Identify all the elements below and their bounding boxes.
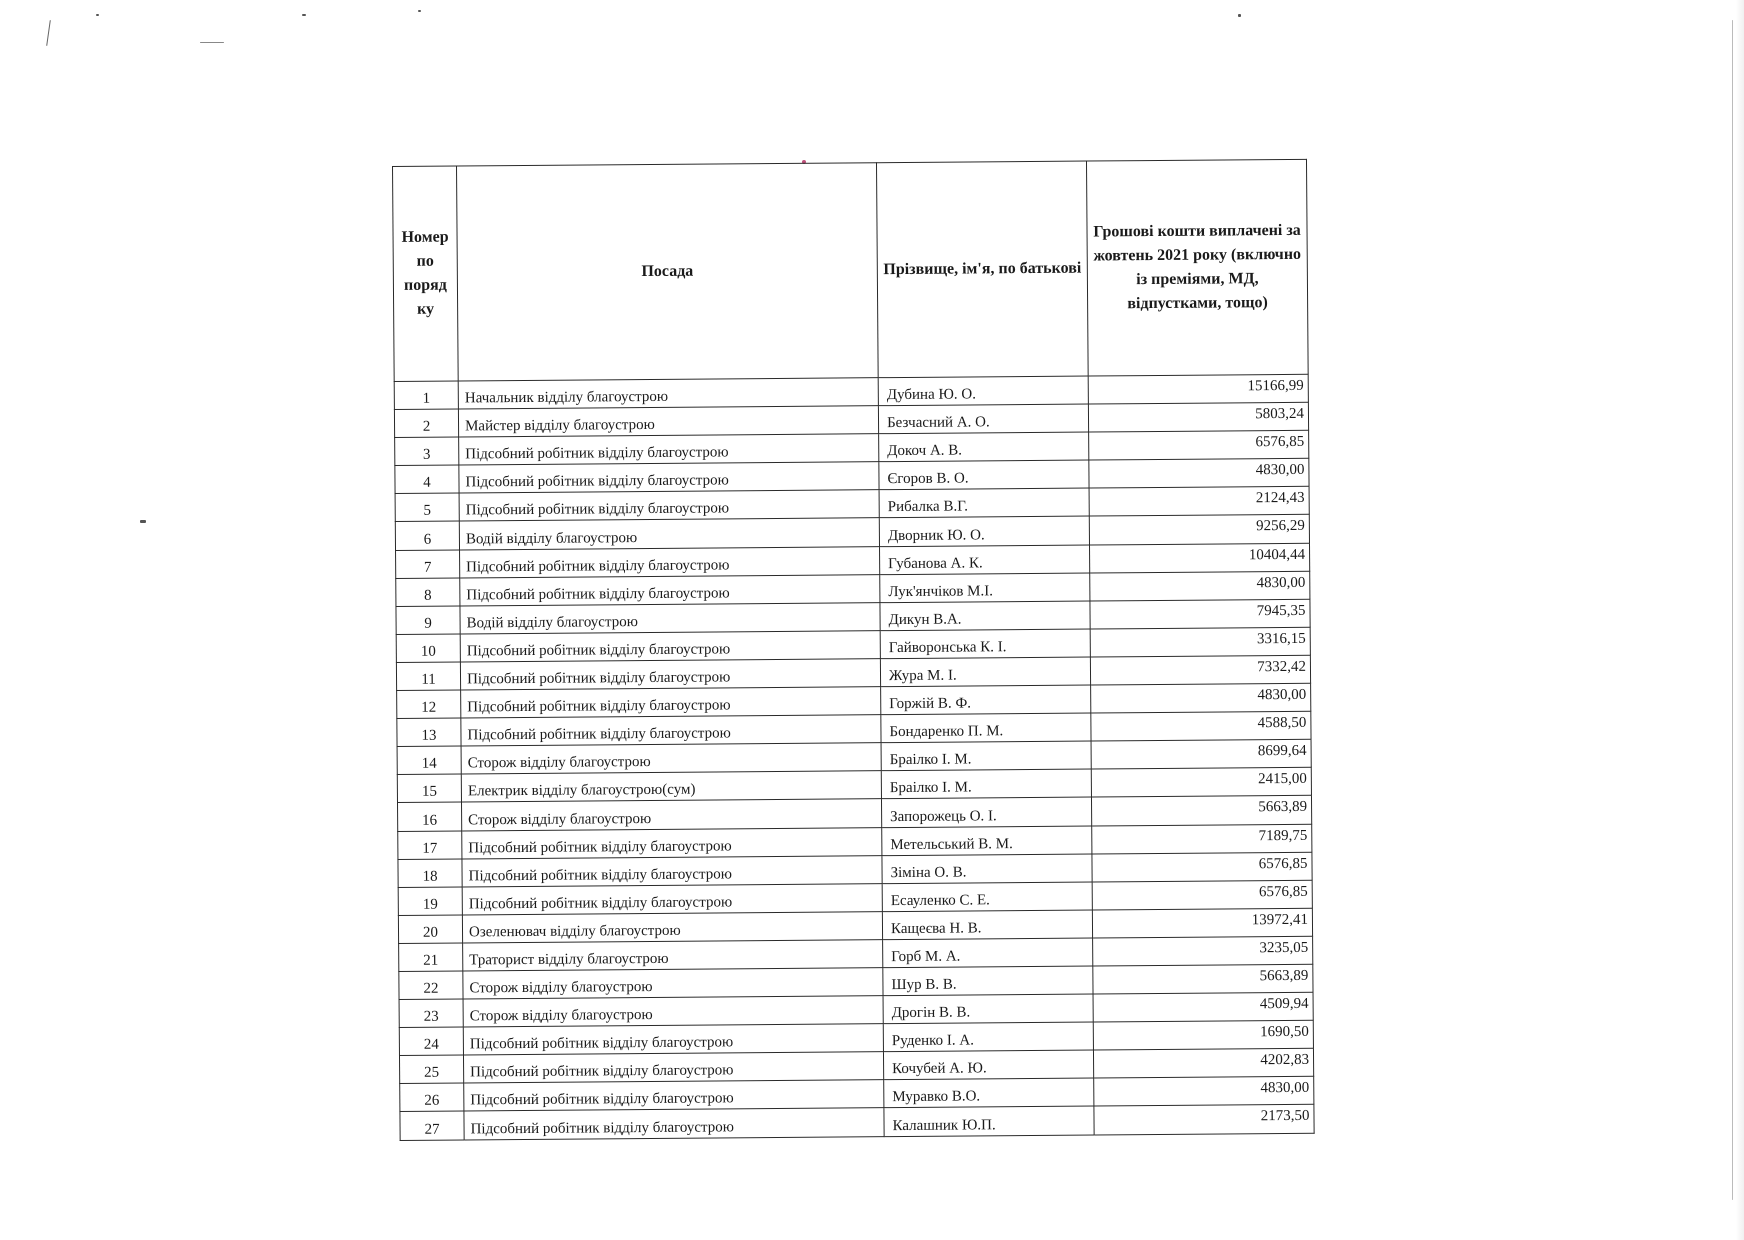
cell-name: Дворник Ю. О. bbox=[879, 517, 1089, 547]
cell-amount: 7332,42 bbox=[1090, 655, 1310, 685]
scan-speck bbox=[200, 42, 224, 43]
cell-position: Підсобний робітник відділу благоустрою bbox=[464, 1108, 884, 1139]
cell-amount: 4830,00 bbox=[1089, 459, 1309, 489]
cell-position: Підсобний робітник відділу благоустрою bbox=[460, 546, 880, 577]
scan-speck bbox=[1732, 20, 1733, 1200]
cell-name: Калашник Ю.П. bbox=[884, 1106, 1094, 1136]
cell-amount: 4830,00 bbox=[1090, 571, 1310, 601]
cell-number: 5 bbox=[395, 493, 459, 522]
cell-position: Підсобний робітник відділу благоустрою bbox=[461, 715, 881, 746]
cell-number: 20 bbox=[398, 915, 462, 944]
cell-amount: 4830,00 bbox=[1094, 1077, 1314, 1107]
cell-number: 2 bbox=[394, 409, 458, 438]
cell-amount: 6576,85 bbox=[1092, 880, 1312, 910]
cell-position: Підсобний робітник відділу благоустрою bbox=[459, 434, 879, 465]
cell-position: Підсобний робітник відділу благоустрою bbox=[459, 490, 879, 521]
cell-number: 16 bbox=[398, 802, 462, 831]
scan-speck bbox=[1238, 14, 1241, 17]
scan-speck bbox=[140, 520, 146, 523]
scan-edge bbox=[1736, 0, 1744, 1240]
table-header bbox=[393, 159, 1309, 381]
header-row bbox=[393, 159, 1309, 381]
cell-name: Кочубей А. Ю. bbox=[883, 1050, 1093, 1080]
cell-name: Дикун В.А. bbox=[880, 601, 1090, 631]
cell-position: Начальник відділу благоустрою bbox=[458, 378, 878, 409]
column-header-name: Прізвище, ім'я, по батькові bbox=[876, 161, 1088, 378]
cell-position: Сторож відділу благоустрою bbox=[462, 799, 882, 830]
cell-amount: 4509,94 bbox=[1093, 992, 1313, 1022]
cell-name: Руденко І. А. bbox=[883, 1022, 1093, 1052]
cell-number: 1 bbox=[394, 381, 458, 410]
cell-position: Підсобний робітник відділу благоустрою bbox=[462, 883, 882, 914]
cell-amount: 4830,00 bbox=[1091, 683, 1311, 713]
cell-number: 21 bbox=[399, 943, 463, 972]
cell-name: Шур В. В. bbox=[883, 966, 1093, 996]
cell-position: Підсобний робітник відділу благоустрою bbox=[461, 687, 881, 718]
cell-position: Сторож відділу благоустрою bbox=[463, 968, 883, 999]
cell-position: Озеленювач відділу благоустрою bbox=[462, 911, 882, 942]
cell-position: Підсобний робітник відділу благоустрою bbox=[463, 1052, 883, 1083]
cell-name: Губанова А. К. bbox=[880, 545, 1090, 575]
cell-name: Браілко І. М. bbox=[881, 769, 1091, 799]
cell-amount: 3235,05 bbox=[1093, 936, 1313, 966]
cell-position: Підсобний робітник відділу благоустрою bbox=[460, 574, 880, 605]
cell-number: 27 bbox=[400, 1111, 464, 1140]
cell-amount: 9256,29 bbox=[1089, 515, 1309, 545]
cell-position: Майстер відділу благоустрою bbox=[458, 406, 878, 437]
cell-number: 12 bbox=[397, 690, 461, 719]
cell-name: Муравко В.О. bbox=[884, 1078, 1094, 1108]
cell-amount: 10404,44 bbox=[1089, 543, 1309, 573]
cell-position: Сторож відділу благоустрою bbox=[461, 743, 881, 774]
cell-amount: 2415,00 bbox=[1091, 768, 1311, 798]
cell-name: Горб М. А. bbox=[883, 938, 1093, 968]
cell-name: Зіміна О. В. bbox=[882, 854, 1092, 884]
cell-amount: 2173,50 bbox=[1094, 1105, 1314, 1135]
cell-name: Кащеєва Н. В. bbox=[882, 910, 1092, 940]
table-body bbox=[394, 374, 1314, 1140]
salary-table bbox=[392, 159, 1315, 1141]
cell-number: 14 bbox=[397, 746, 461, 775]
cell-name: Метельський В. М. bbox=[882, 826, 1092, 856]
cell-number: 25 bbox=[399, 1055, 463, 1084]
cell-number: 15 bbox=[397, 774, 461, 803]
cell-name: Дубина Ю. О. bbox=[878, 376, 1088, 406]
cell-amount: 1690,50 bbox=[1093, 1020, 1313, 1050]
cell-name: Горжій В. Ф. bbox=[881, 685, 1091, 715]
cell-name: Безчасний А. О. bbox=[878, 404, 1088, 434]
scan-speck bbox=[302, 14, 306, 16]
cell-name: Єгоров В. О. bbox=[879, 460, 1089, 490]
cell-position: Підсобний робітник відділу благоустрою bbox=[459, 462, 879, 493]
cell-amount: 15166,99 bbox=[1088, 374, 1308, 404]
cell-number: 23 bbox=[399, 999, 463, 1028]
cell-amount: 7945,35 bbox=[1090, 599, 1310, 629]
cell-amount: 4588,50 bbox=[1091, 711, 1311, 741]
cell-position: Підсобний робітник відділу благоустрою bbox=[464, 1080, 884, 1111]
cell-name: Бондаренко П. М. bbox=[881, 713, 1091, 743]
cell-number: 7 bbox=[396, 550, 460, 579]
cell-amount: 5803,24 bbox=[1088, 402, 1308, 432]
cell-amount: 13972,41 bbox=[1092, 908, 1312, 938]
cell-amount: 3316,15 bbox=[1090, 627, 1310, 657]
cell-number: 18 bbox=[398, 859, 462, 888]
cell-amount: 6576,85 bbox=[1089, 430, 1309, 460]
cell-amount: 6576,85 bbox=[1092, 852, 1312, 882]
cell-number: 17 bbox=[398, 830, 462, 859]
cell-number: 19 bbox=[398, 887, 462, 916]
cell-number: 3 bbox=[395, 437, 459, 466]
cell-position: Підсобний робітник відділу благоустрою bbox=[462, 855, 882, 886]
cell-name: Лук'янчіков М.І. bbox=[880, 573, 1090, 603]
cell-number: 26 bbox=[400, 1083, 464, 1112]
cell-name: Рибалка В.Г. bbox=[879, 488, 1089, 518]
cell-name: Запорожець О. І. bbox=[881, 797, 1091, 827]
cell-name: Есауленко С. Е. bbox=[882, 882, 1092, 912]
cell-position: Підсобний робітник відділу благоустрою bbox=[462, 827, 882, 858]
cell-amount: 4202,83 bbox=[1093, 1049, 1313, 1079]
cell-position: Підсобний робітник відділу благоустрою bbox=[463, 1024, 883, 1055]
column-header-number: Номер по поряд ку bbox=[393, 166, 459, 381]
cell-position: Підсобний робітник відділу благоустрою bbox=[460, 659, 880, 690]
cell-position: Водій відділу благоустрою bbox=[460, 602, 880, 633]
cell-name: Дрогін В. В. bbox=[883, 994, 1093, 1024]
document-table-container bbox=[392, 159, 1314, 1141]
scan-speck bbox=[418, 10, 421, 12]
cell-number: 4 bbox=[395, 465, 459, 494]
cell-name: Гайворонська К. І. bbox=[880, 629, 1090, 659]
cell-position: Траторист відділу благоустрою bbox=[463, 940, 883, 971]
cell-position: Водій відділу благоустрою bbox=[459, 518, 879, 549]
cell-position: Сторож відділу благоустрою bbox=[463, 996, 883, 1027]
column-header-amount: Грошові кошти виплачені за жовтень 2021 року (включно із преміями, МД, відпустками, тощо) bbox=[1086, 159, 1308, 376]
cell-number: 13 bbox=[397, 718, 461, 747]
cell-amount: 5663,89 bbox=[1093, 964, 1313, 994]
cell-number: 24 bbox=[399, 1027, 463, 1056]
cell-name: Браілко І. М. bbox=[881, 741, 1091, 771]
cell-number: 11 bbox=[396, 662, 460, 691]
cell-amount: 8699,64 bbox=[1091, 740, 1311, 770]
cell-amount: 7189,75 bbox=[1092, 824, 1312, 854]
cell-number: 6 bbox=[395, 521, 459, 550]
scan-speck bbox=[96, 14, 99, 16]
cell-name: Докоч А. В. bbox=[879, 432, 1089, 462]
cell-name: Жура М. І. bbox=[880, 657, 1090, 687]
cell-number: 8 bbox=[396, 578, 460, 607]
cell-position: Електрик відділу благоустрою(сум) bbox=[461, 771, 881, 802]
cell-position: Підсобний робітник відділу благоустрою bbox=[460, 631, 880, 662]
cell-amount: 5663,89 bbox=[1091, 796, 1311, 826]
cell-number: 22 bbox=[399, 971, 463, 1000]
cell-amount: 2124,43 bbox=[1089, 487, 1309, 517]
cell-number: 10 bbox=[396, 634, 460, 663]
column-header-position: Посада bbox=[457, 163, 879, 381]
scan-speck bbox=[46, 20, 51, 46]
cell-number: 9 bbox=[396, 606, 460, 635]
